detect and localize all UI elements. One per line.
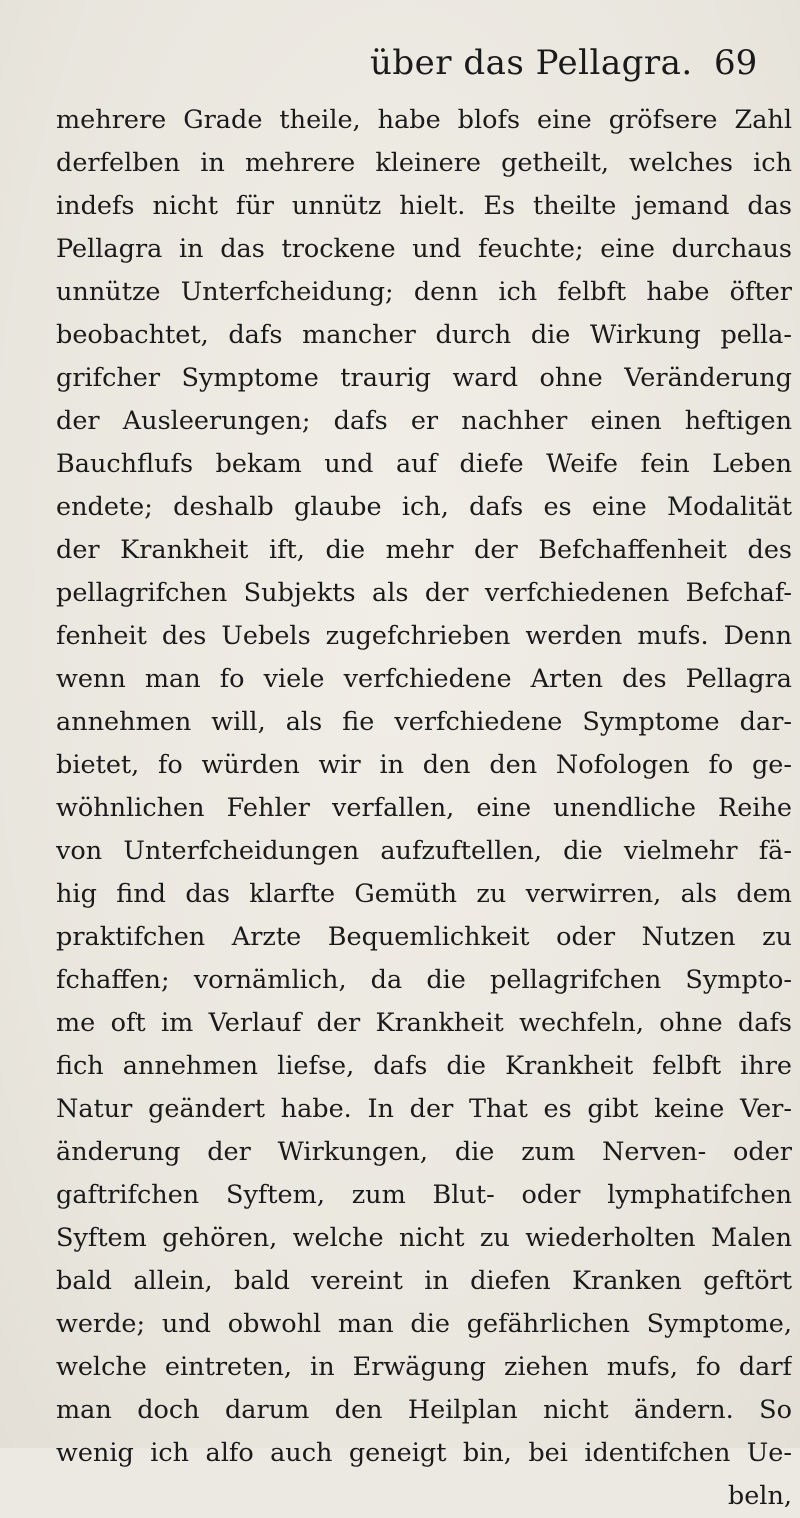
- text-line: me oft im Verlauf der Krankheit wechfeln, ohne dafs: [56, 1008, 792, 1038]
- text-line: Natur geändert habe. In der That es gibt keine Ver-: [56, 1094, 792, 1124]
- text-line: endete; deshalb glaube ich, dafs es eine Modalität: [56, 492, 792, 522]
- text-line: annehmen will, als fie verfchiedene Symptome dar-: [56, 707, 792, 737]
- text-line: wenn man fo viele verfchiedene Arten des Pellagra: [56, 664, 792, 694]
- running-head: über das Pellagra.: [370, 43, 693, 83]
- text-line: bald allein, bald vereint in diefen Kranken geftört: [56, 1266, 792, 1296]
- text-line: praktifchen Arzte Bequemlichkeit oder Nutzen zu: [56, 922, 792, 952]
- text-line: beobachtet, dafs mancher durch die Wirkung pella-: [56, 320, 792, 350]
- text-line: wöhnlichen Fehler verfallen, eine unendliche Reihe: [56, 793, 792, 823]
- text-line: fchaffen; vornämlich, da die pellagrifchen Sympto-: [56, 965, 792, 995]
- text-line: man doch darum den Heilplan nicht ändern. So: [56, 1395, 792, 1425]
- text-line: grifcher Symptome traurig ward ohne Veränderung: [56, 363, 792, 393]
- text-line: derfelben in mehrere kleinere getheilt, welches ich: [56, 148, 792, 178]
- text-line: Bauchflufs bekam und auf diefe Weife fein Leben: [56, 449, 792, 479]
- page-header: [0, 38, 800, 88]
- text-line: von Unterfcheidungen aufzuftellen, die vielmehr fä-: [56, 836, 792, 866]
- text-line: mehrere Grade theile, habe blofs eine gröfsere Zahl: [56, 105, 792, 135]
- text-line: wenig ich alfo auch geneigt bin, bei identifchen Ue-: [56, 1438, 792, 1468]
- text-line: hig find das klarfte Gemüth zu verwirren, als dem: [56, 879, 792, 909]
- text-line: bietet, fo würden wir in den den Nofologen fo ge-: [56, 750, 792, 780]
- text-line: unnütze Unterfcheidung; denn ich felbft habe öfter: [56, 277, 792, 307]
- text-line: der Ausleerungen; dafs er nachher einen heftigen: [56, 406, 792, 436]
- text-line: der Krankheit ift, die mehr der Befchaffenheit des: [56, 535, 792, 565]
- text-line: indefs nicht für unnütz hielt. Es theilte jemand das: [56, 191, 792, 221]
- text-line: pellagrifchen Subjekts als der verfchiedenen Befchaf-: [56, 578, 792, 608]
- text-line: welche eintreten, in Erwägung ziehen mufs, fo darf: [56, 1352, 792, 1382]
- text-line: Syftem gehören, welche nicht zu wiederholten Malen: [56, 1223, 792, 1253]
- text-line: gaftrifchen Syftem, zum Blut- oder lymphatifchen: [56, 1180, 792, 1210]
- text-line: änderung der Wirkungen, die zum Nerven- oder: [56, 1137, 792, 1167]
- text-line: fenheit des Uebels zugefchrieben werden mufs. Denn: [56, 621, 792, 651]
- text-line: werde; und obwohl man die gefährlichen Symptome,: [56, 1309, 792, 1339]
- page-number: 69: [714, 43, 758, 83]
- text-line: beln,: [727, 1481, 792, 1511]
- text-line: fich annehmen liefse, dafs die Krankheit felbft ihre: [56, 1051, 792, 1081]
- text-line: Pellagra in das trockene und feuchte; eine durchaus: [56, 234, 792, 264]
